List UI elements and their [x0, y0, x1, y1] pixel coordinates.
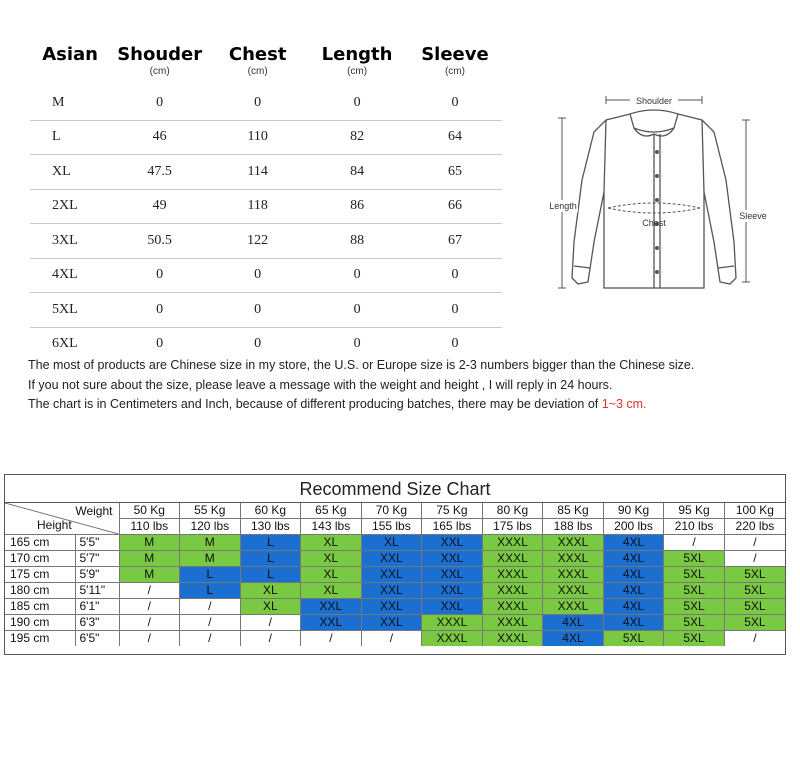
size-value: 67: [408, 224, 502, 259]
header-shoulder: Shouder (cm): [117, 44, 203, 77]
recommend-size-cell: XL: [301, 535, 362, 551]
height-cm: 170 cm: [5, 551, 75, 567]
recommend-size-cell: /: [724, 551, 785, 567]
size-value: 66: [408, 189, 502, 224]
weight-kg-header: 75 Kg: [422, 503, 483, 519]
recommend-size-cell: /: [240, 615, 301, 631]
weight-label: Weight: [75, 504, 113, 518]
size-value: 0: [209, 293, 306, 328]
recommend-size-cell: /: [724, 631, 785, 647]
size-value: 118: [209, 189, 306, 224]
size-value: 88: [306, 224, 408, 259]
recommend-size-cell: /: [240, 631, 301, 647]
size-value: 49: [110, 189, 209, 224]
size-value: 0: [156, 336, 164, 352]
height-inch: 6'3": [75, 615, 119, 631]
chest-label: Chest: [642, 218, 666, 228]
size-value: 110: [209, 120, 306, 155]
recommend-size-cell: L: [180, 567, 241, 583]
recommend-size-cell: XXXL: [482, 535, 543, 551]
recommend-size-cell: XXL: [361, 599, 422, 615]
header-asian: Asian: [42, 44, 98, 65]
recommend-size-cell: /: [119, 583, 180, 599]
size-value: 0: [306, 86, 408, 120]
recommend-size-cell: /: [301, 631, 362, 647]
size-label: 6XL: [52, 336, 78, 352]
recommend-row: [5, 631, 785, 647]
recommend-size-cell: /: [180, 615, 241, 631]
recommend-size-cell: XXL: [361, 583, 422, 599]
size-label: 4XL: [30, 258, 110, 293]
recommend-size-cell: L: [240, 535, 301, 551]
recommend-size-cell: 4XL: [603, 615, 664, 631]
deviation-value: 1~3 cm.: [601, 397, 647, 411]
recommend-size-cell: XXXL: [543, 535, 604, 551]
recommend-row: [5, 599, 785, 615]
recommend-size-cell: XL: [301, 567, 362, 583]
size-value: 0: [306, 258, 408, 293]
height-inch: 5'7": [75, 551, 119, 567]
recommend-row: [5, 535, 785, 551]
size-value: 0: [110, 86, 209, 120]
note-line-1: The most of products are Chinese size in my store, the U.S. or Europe size is 2-3 numbers bigger than the Chinese size.: [28, 358, 695, 372]
recommend-size-cell: XXXL: [543, 583, 604, 599]
height-inch: 5'5": [75, 535, 119, 551]
size-label: 5XL: [30, 293, 110, 328]
recommend-size-cell: /: [664, 535, 725, 551]
height-inch: 5'9": [75, 567, 119, 583]
recommend-size-cell: L: [240, 551, 301, 567]
recommend-size-cell: XXL: [361, 551, 422, 567]
size-value: 65: [408, 155, 502, 190]
recommend-size-cell: XL: [361, 535, 422, 551]
size-row: [30, 224, 502, 259]
size-value: 64: [408, 120, 502, 155]
recommend-size-cell: 4XL: [603, 583, 664, 599]
weight-kg-header: 80 Kg: [482, 503, 543, 519]
recommend-size-cell: XL: [301, 551, 362, 567]
size-label: 3XL: [30, 224, 110, 259]
size-table-body: [30, 86, 502, 361]
height-cm: 175 cm: [5, 567, 75, 583]
recommend-row: [5, 551, 785, 567]
recommend-size-cell: /: [724, 535, 785, 551]
header-chest: Chest (cm): [228, 44, 287, 77]
height-cm: 185 cm: [5, 599, 75, 615]
height-inch: 6'5": [75, 631, 119, 647]
size-row: [30, 189, 502, 224]
recommend-size-cell: XXXL: [482, 631, 543, 647]
weight-lbs-header: 200 lbs: [603, 519, 664, 535]
recommend-size-cell: 4XL: [603, 567, 664, 583]
size-label: L: [30, 120, 110, 155]
weight-lbs-header: 210 lbs: [664, 519, 725, 535]
size-value: 0: [254, 336, 262, 352]
weight-kg-header: 50 Kg: [119, 503, 180, 519]
recommend-size-cell: 5XL: [664, 615, 725, 631]
height-cm: 165 cm: [5, 535, 75, 551]
recommend-size-cell: 5XL: [664, 599, 725, 615]
size-value: 0: [110, 293, 209, 328]
recommend-size-cell: XXXL: [482, 583, 543, 599]
recommend-size-cell: XXL: [422, 583, 483, 599]
size-value: 47.5: [110, 155, 209, 190]
recommend-size-cell: XXXL: [422, 615, 483, 631]
recommend-size-chart: [4, 474, 786, 655]
weight-lbs-header: 143 lbs: [301, 519, 362, 535]
recommend-size-cell: /: [361, 631, 422, 647]
weight-kg-header: 55 Kg: [180, 503, 241, 519]
recommend-size-cell: XXXL: [482, 615, 543, 631]
size-value: 0: [110, 258, 209, 293]
size-row: [30, 293, 502, 328]
size-value: 0: [408, 293, 502, 328]
size-label: M: [30, 86, 110, 120]
sleeve-label: Sleeve: [739, 211, 767, 221]
recommend-size-cell: M: [119, 567, 180, 583]
recommend-size-cell: XXXL: [482, 551, 543, 567]
size-value: 0: [451, 336, 459, 352]
recommend-size-cell: XL: [301, 583, 362, 599]
weight-lbs-header: 175 lbs: [482, 519, 543, 535]
weight-kg-header: 100 Kg: [724, 503, 785, 519]
recommend-table: [5, 503, 785, 646]
recommend-size-cell: L: [180, 583, 241, 599]
weight-lbs-header: 165 lbs: [422, 519, 483, 535]
weight-kg-header: 70 Kg: [361, 503, 422, 519]
weight-kg-header: 90 Kg: [603, 503, 664, 519]
recommend-title: Recommend Size Chart: [5, 475, 785, 503]
weight-kg-header: 65 Kg: [301, 503, 362, 519]
size-value: 0: [353, 336, 361, 352]
recommend-size-cell: XXL: [361, 567, 422, 583]
size-label: XL: [30, 155, 110, 190]
recommend-size-cell: /: [119, 631, 180, 647]
weight-lbs-header: 110 lbs: [119, 519, 180, 535]
recommend-size-cell: /: [119, 615, 180, 631]
size-value: 84: [306, 155, 408, 190]
weight-height-corner: [5, 503, 119, 535]
shirt-diagram: [548, 92, 770, 302]
note-line-2: If you not sure about the size, please leave a message with the weight and height , I will reply in 24 hours.: [28, 377, 613, 392]
height-cm: 190 cm: [5, 615, 75, 631]
recommend-size-cell: /: [180, 631, 241, 647]
recommend-size-cell: 5XL: [664, 583, 725, 599]
size-label: 2XL: [30, 189, 110, 224]
weight-lbs-header: 120 lbs: [180, 519, 241, 535]
size-value: 46: [110, 120, 209, 155]
recommend-size-cell: 5XL: [724, 599, 785, 615]
size-value: 0: [306, 293, 408, 328]
recommend-size-cell: 5XL: [664, 631, 725, 647]
header-length: Length (cm): [321, 44, 393, 77]
recommend-size-cell: XXXL: [543, 567, 604, 583]
recommend-row: [5, 567, 785, 583]
recommend-size-cell: XXXL: [482, 567, 543, 583]
recommend-size-cell: M: [180, 551, 241, 567]
size-value: 0: [408, 86, 502, 120]
height-inch: 6'1": [75, 599, 119, 615]
weight-lbs-header: 220 lbs: [724, 519, 785, 535]
recommend-size-cell: 4XL: [603, 535, 664, 551]
recommend-row: [5, 615, 785, 631]
size-row: [30, 155, 502, 190]
recommend-size-cell: XXL: [301, 599, 362, 615]
height-cm: 195 cm: [5, 631, 75, 647]
recommend-size-cell: XXL: [422, 535, 483, 551]
recommend-size-cell: XXL: [422, 567, 483, 583]
weight-kg-header: 85 Kg: [543, 503, 604, 519]
weight-lbs-header: 155 lbs: [361, 519, 422, 535]
size-row: [30, 258, 502, 293]
height-cm: 180 cm: [5, 583, 75, 599]
recommend-size-cell: XXL: [422, 551, 483, 567]
size-value: 0: [209, 86, 306, 120]
recommend-size-cell: XXL: [301, 615, 362, 631]
size-value: 86: [306, 189, 408, 224]
recommend-size-cell: /: [180, 599, 241, 615]
size-table: [30, 44, 502, 361]
recommend-size-cell: XL: [240, 583, 301, 599]
size-value: 82: [306, 120, 408, 155]
recommend-size-cell: XL: [240, 599, 301, 615]
recommend-size-cell: 5XL: [664, 551, 725, 567]
shoulder-label: Shoulder: [635, 96, 673, 106]
recommend-row: [5, 583, 785, 599]
recommend-size-cell: /: [119, 599, 180, 615]
recommend-size-cell: 4XL: [603, 551, 664, 567]
weight-kg-header: 95 Kg: [664, 503, 725, 519]
recommend-size-cell: 5XL: [724, 615, 785, 631]
height-inch: 5'11": [75, 583, 119, 599]
recommend-size-cell: 5XL: [724, 567, 785, 583]
recommend-size-cell: XXXL: [482, 599, 543, 615]
size-value: 50.5: [110, 224, 209, 259]
recommend-size-cell: 5XL: [664, 567, 725, 583]
recommend-size-cell: L: [240, 567, 301, 583]
recommend-size-cell: XXL: [422, 599, 483, 615]
recommend-size-cell: XXXL: [543, 599, 604, 615]
weight-kg-header: 60 Kg: [240, 503, 301, 519]
weight-lbs-header: 188 lbs: [543, 519, 604, 535]
weight-lbs-header: 130 lbs: [240, 519, 301, 535]
recommend-size-cell: XXXL: [422, 631, 483, 647]
header-sleeve: Sleeve (cm): [421, 44, 489, 77]
recommend-size-cell: M: [180, 535, 241, 551]
size-value: 114: [209, 155, 306, 190]
recommend-size-cell: 4XL: [603, 599, 664, 615]
size-row: [30, 120, 502, 155]
size-table-header: [30, 44, 502, 86]
recommend-size-cell: XXXL: [543, 551, 604, 567]
recommend-size-cell: XXL: [361, 615, 422, 631]
recommend-size-cell: 4XL: [543, 631, 604, 647]
length-label: Length: [549, 201, 577, 211]
size-value: 0: [408, 258, 502, 293]
note-line-3: The chart is in Centimeters and Inch, because of different producing batches, there may be deviation of 1~3 cm.: [28, 397, 647, 411]
size-row: [30, 86, 502, 120]
recommend-size-cell: 5XL: [724, 583, 785, 599]
size-value: 122: [209, 224, 306, 259]
size-value: 0: [209, 258, 306, 293]
recommend-size-cell: 4XL: [543, 615, 604, 631]
recommend-size-cell: 5XL: [603, 631, 664, 647]
recommend-size-cell: M: [119, 535, 180, 551]
recommend-size-cell: M: [119, 551, 180, 567]
height-label: Height: [37, 518, 72, 532]
size-notes: [28, 356, 788, 415]
